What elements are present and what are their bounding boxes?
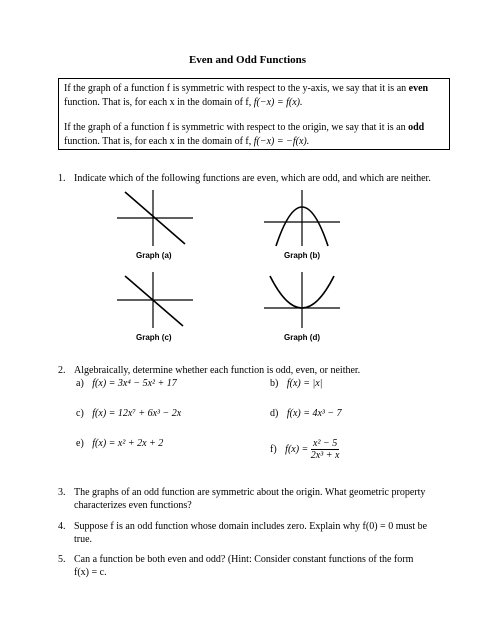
expression: f(x) = x² + 2x + 2 <box>92 438 164 449</box>
part-e <box>76 438 163 449</box>
question-text-line2: true. <box>74 534 93 545</box>
numerator: x² − 5 <box>311 438 340 450</box>
odd-formula: f(−x) = −f(x). <box>253 135 310 147</box>
expression: f(x) = 4x³ − 7 <box>286 408 342 419</box>
even-term: even <box>408 83 429 94</box>
question-text-line1: The graphs of an odd function are symmetric about the origin. What geometric property <box>74 487 426 498</box>
question-text-line2: f(x) = c. <box>74 567 107 578</box>
expression: f(x) = 12x⁷ + 6x³ − 2x <box>92 408 182 419</box>
expression: f(x) = |x| <box>286 378 323 389</box>
question-4 <box>58 520 478 548</box>
part-f <box>270 438 339 461</box>
part-d <box>270 408 342 419</box>
part-label: a) <box>76 378 84 389</box>
graph-b-label: Graph (b) <box>284 251 320 260</box>
part-c <box>76 408 181 419</box>
fraction <box>311 438 340 461</box>
even-definition <box>64 82 448 109</box>
definition-box <box>58 78 450 150</box>
part-label: d) <box>270 408 279 419</box>
part-label: b) <box>270 378 279 389</box>
part-label: f) <box>270 443 277 455</box>
question-number: 4. <box>58 521 66 532</box>
part-label: c) <box>76 408 84 419</box>
graph-b-plot <box>262 188 342 248</box>
question-text: Indicate which of the following functions are even, which are odd, and which are neither. <box>74 173 431 184</box>
graph-a-plot <box>115 188 195 248</box>
graph-c-plot <box>115 270 195 330</box>
odd-term: odd <box>408 122 425 133</box>
question-number: 1. <box>58 173 66 184</box>
even-def-rest: function. That is, for each x in the domain of f, <box>64 96 252 108</box>
question-text-line1: Can a function be both even and odd? (Hint: Consider constant functions of the form <box>74 554 414 565</box>
question-number: 2. <box>58 365 66 376</box>
graph-c-label: Graph (c) <box>136 333 172 342</box>
even-formula: f(−x) = f(x). <box>253 96 303 108</box>
page-title: Even and Odd Functions <box>188 54 307 66</box>
part-b <box>270 378 322 389</box>
question-text-line2: characterizes even functions? <box>74 500 192 511</box>
odd-def-text: If the graph of a function f is symmetric with respect to the origin, we say that it is an <box>64 122 409 133</box>
question-text-line1: Suppose f is an odd function whose domain includes zero. Explain why f(0) = 0 must be <box>74 521 428 532</box>
question-number: 3. <box>58 487 66 498</box>
expression-lhs: f(x) = <box>285 443 309 455</box>
part-a <box>76 378 177 389</box>
question-5 <box>58 553 478 581</box>
graph-a-label: Graph (a) <box>136 251 172 260</box>
graph-d-plot <box>262 270 342 330</box>
denominator: 2x³ + x <box>310 450 340 461</box>
graph-d-label: Graph (d) <box>284 333 320 342</box>
odd-def-rest: function. That is, for each x in the domain of f, <box>64 135 252 147</box>
question-text: Algebraically, determine whether each function is odd, even, or neither. <box>74 365 361 376</box>
part-label: e) <box>76 438 84 449</box>
expression: f(x) = 3x⁴ − 5x² + 17 <box>92 378 177 389</box>
even-def-text: If the graph of a function f is symmetric with respect to the y-axis, we say that it is an <box>64 83 409 94</box>
question-number: 5. <box>58 554 66 565</box>
question-3 <box>58 486 478 514</box>
odd-definition <box>64 121 448 148</box>
